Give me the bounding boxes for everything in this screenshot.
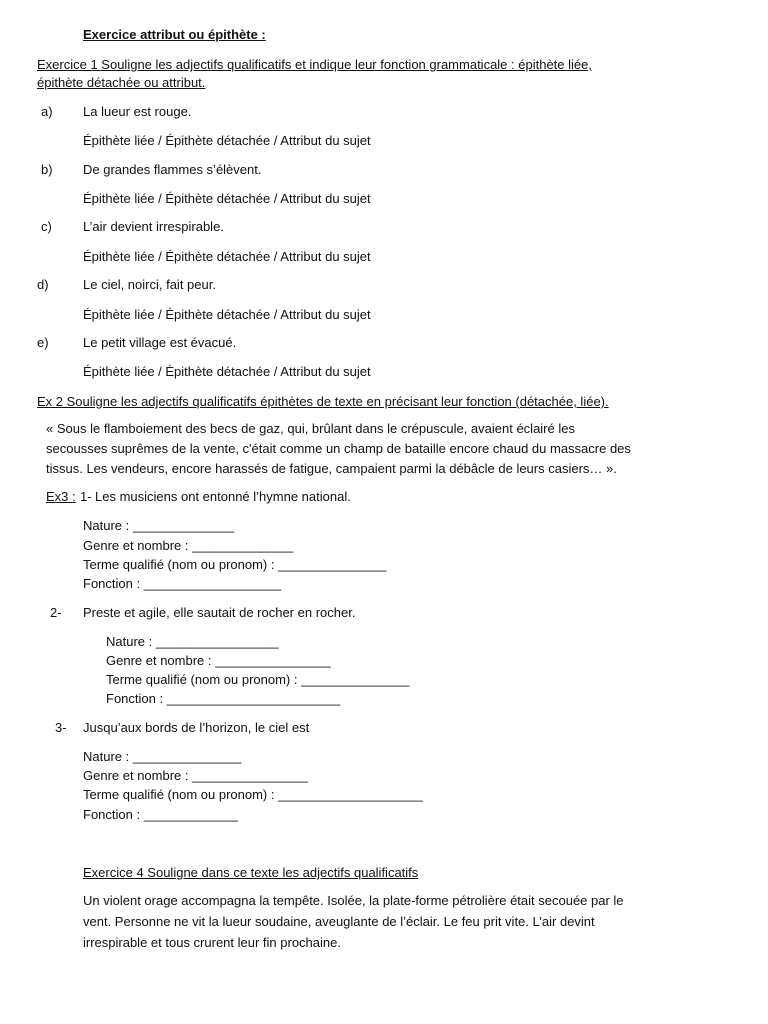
- ex2-instruction: Ex 2 Souligne les adjectifs qualificatifs épithètes de texte en précisant leur fonction (détachée, liée).: [37, 394, 609, 409]
- ex3-part1-nature: Nature : ______________: [83, 518, 235, 533]
- ex2-text-line2: secousses suprêmes de la vente, c'était comme un champ de bataille encore chaud du massacre des: [46, 441, 631, 456]
- ex2-text-line1: « Sous le flamboiement des becs de gaz, qui, brûlant dans le crépuscule, avaient éclairé les: [46, 421, 575, 436]
- ex3-part3-fonction: Fonction : _____________: [83, 807, 238, 822]
- ex3-part1-fonction: Fonction : ___________________: [83, 576, 282, 591]
- ex3-part2-genre: Genre et nombre : ________________: [106, 653, 331, 668]
- ex4-text-line2: vent. Personne ne vit la lueur soudaine, aveuglante de l’éclair. Le feu prit vite. L’air devint: [83, 914, 595, 929]
- ex3-part2-terme: Terme qualifié (nom ou pronom) : _______________: [106, 672, 410, 687]
- item-choices: Épithète liée / Épithète détachée / Attribut du sujet: [83, 133, 371, 148]
- ex3-part1-sentence: Les musiciens ont entonné l’hymne national.: [95, 489, 351, 504]
- item-letter: b): [41, 162, 53, 177]
- item-sentence: De grandes flammes s’élèvent.: [83, 162, 262, 177]
- item-letter: d): [37, 277, 49, 292]
- item-letter: e): [37, 335, 49, 350]
- ex4-title: Exercice 4 Souligne dans ce texte les adjectifs qualificatifs: [83, 865, 419, 880]
- page-title: Exercice attribut ou épithète :: [83, 27, 266, 42]
- ex3-part1-genre: Genre et nombre : ______________: [83, 538, 294, 553]
- item-letter: a): [41, 104, 53, 119]
- ex3-part3-terme: Terme qualifié (nom ou pronom) : ____________________: [83, 787, 423, 802]
- ex3-part3-genre: Genre et nombre : ________________: [83, 768, 308, 783]
- ex3-part2-num: 2-: [50, 605, 62, 620]
- item-sentence: L’air devient irrespirable.: [83, 219, 224, 234]
- ex3-part2-fonction: Fonction : ________________________: [106, 691, 341, 706]
- ex2-text-line3: tissus. Les vendeurs, encore harassés de fatigue, campaient parmi la débâcle de leurs casiers… ».: [46, 461, 617, 476]
- ex3-part3-num: 3-: [55, 720, 67, 735]
- item-choices: Épithète liée / Épithète détachée / Attribut du sujet: [83, 191, 371, 206]
- ex4-text-line1: Un violent orage accompagna la tempête. Isolée, la plate-forme pétrolière était secouée par le: [83, 893, 624, 908]
- ex3-part2-sentence: Preste et agile, elle sautait de rocher en rocher.: [83, 605, 356, 620]
- item-sentence: Le petit village est évacué.: [83, 335, 237, 350]
- ex3-part3-sentence: Jusqu’aux bords de l’horizon, le ciel est: [83, 720, 310, 735]
- item-sentence: La lueur est rouge.: [83, 104, 192, 119]
- ex1-instruction-line1: Exercice 1 Souligne les adjectifs qualificatifs et indique leur fonction grammaticale : épithète liée,: [37, 57, 592, 72]
- ex3-part2-nature: Nature : _________________: [106, 634, 279, 649]
- ex3-label: Ex3 :: [46, 489, 76, 504]
- item-choices: Épithète liée / Épithète détachée / Attribut du sujet: [83, 249, 371, 264]
- ex4-text-line3: irrespirable et tous crurent leur fin prochaine.: [83, 935, 341, 950]
- ex3-part1-terme: Terme qualifié (nom ou pronom) : _______________: [83, 557, 387, 572]
- item-letter: c): [41, 219, 52, 234]
- ex1-instruction-line2: épithète détachée ou attribut.: [37, 75, 206, 90]
- item-sentence: Le ciel, noirci, fait peur.: [83, 277, 216, 292]
- item-choices: Épithète liée / Épithète détachée / Attribut du sujet: [83, 307, 371, 322]
- ex3-part1-num: 1-: [80, 489, 92, 504]
- item-choices: Épithète liée / Épithète détachée / Attribut du sujet: [83, 364, 371, 379]
- ex3-part3-nature: Nature : _______________: [83, 749, 242, 764]
